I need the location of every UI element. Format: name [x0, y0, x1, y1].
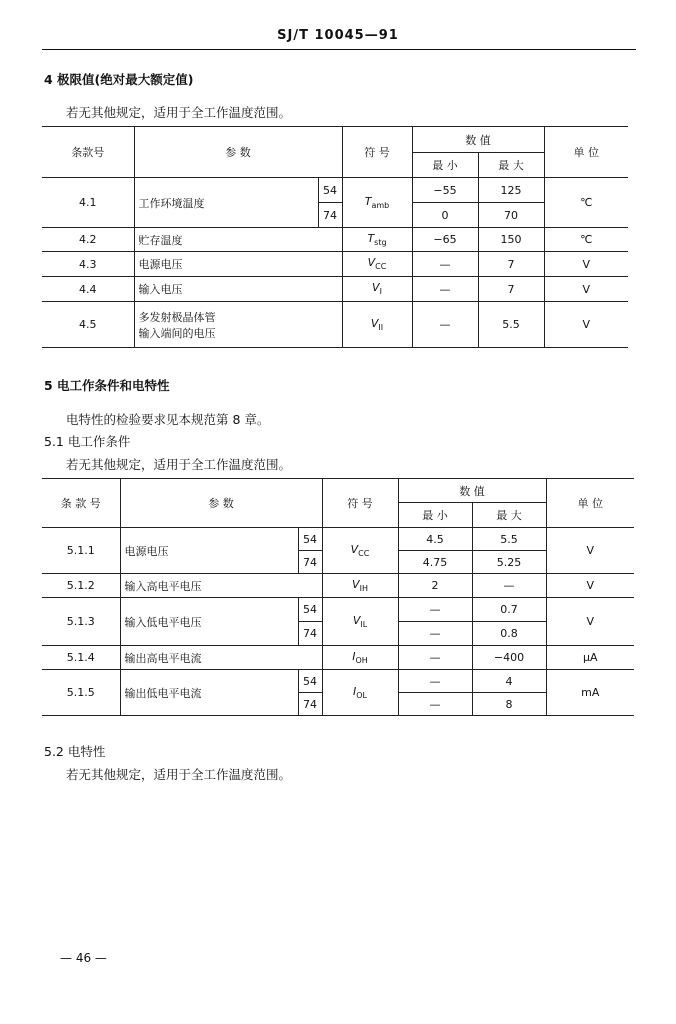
- symbol-cell: $V_{II}$: [342, 302, 412, 348]
- max-cell: 5.25: [472, 551, 546, 574]
- col-param: 参 数: [120, 479, 322, 528]
- col-clause: 条 款 号: [42, 479, 120, 528]
- min-cell: 0: [412, 203, 478, 228]
- unit-cell: V: [546, 528, 634, 574]
- param-cell: 工作环境温度: [134, 178, 318, 228]
- max-cell: 7: [478, 252, 544, 277]
- max-cell: 5.5: [472, 528, 546, 551]
- max-cell: —: [472, 574, 546, 598]
- clause-cell: 4.5: [42, 302, 134, 348]
- clause-cell: 4.1: [42, 178, 134, 228]
- max-cell: 7: [478, 277, 544, 302]
- table-row: [42, 252, 628, 277]
- operating-conditions-table: [42, 478, 634, 716]
- clause-cell: 4.2: [42, 228, 134, 252]
- min-cell: −65: [412, 228, 478, 252]
- max-cell: 4: [472, 670, 546, 693]
- param-cell: 电源电压: [134, 252, 342, 277]
- min-cell: 2: [398, 574, 472, 598]
- document-header: SJ/T 10045—91: [277, 28, 399, 43]
- limits-table: [42, 126, 628, 348]
- max-cell: 0.7: [472, 598, 546, 622]
- symbol-cell: $V_{CC}$: [342, 252, 412, 277]
- symbol-cell: $I_{OH}$: [322, 646, 398, 670]
- col-unit: 单 位: [546, 479, 634, 528]
- section-5-2-heading: 5.2 电特性: [44, 744, 106, 759]
- clause-cell: 5.1.5: [42, 670, 120, 716]
- param-cell: 贮存温度: [134, 228, 342, 252]
- max-cell: 8: [472, 693, 546, 716]
- section-5-intro: 电特性的检验要求见本规范第 8 章。: [66, 412, 270, 427]
- unit-cell: μA: [546, 646, 634, 670]
- max-cell: 70: [478, 203, 544, 228]
- min-cell: —: [398, 693, 472, 716]
- max-cell: 150: [478, 228, 544, 252]
- col-param: 参 数: [134, 127, 342, 178]
- param-cell: 输入高电平电压: [120, 574, 322, 598]
- max-cell: −400: [472, 646, 546, 670]
- unit-cell: V: [544, 277, 628, 302]
- clause-cell: 5.1.4: [42, 646, 120, 670]
- symbol-cell: $V_{IL}$: [322, 598, 398, 646]
- series-cell: 74: [298, 551, 322, 574]
- min-cell: —: [412, 277, 478, 302]
- symbol-cell: $V_{CC}$: [322, 528, 398, 574]
- table-row: [42, 302, 628, 348]
- min-cell: —: [398, 646, 472, 670]
- col-max: 最 大: [478, 153, 544, 178]
- unit-cell: V: [546, 598, 634, 646]
- min-cell: —: [398, 622, 472, 646]
- param-cell: 输入电压: [134, 277, 342, 302]
- min-cell: —: [412, 252, 478, 277]
- table-row: [42, 528, 634, 551]
- unit-cell: mA: [546, 670, 634, 716]
- min-cell: —: [412, 302, 478, 348]
- max-cell: 5.5: [478, 302, 544, 348]
- param-cell: 输入低电平电压: [120, 598, 298, 646]
- series-cell: 74: [318, 203, 342, 228]
- symbol-cell: $I_{OL}$: [322, 670, 398, 716]
- series-cell: 54: [298, 670, 322, 693]
- table-row: [42, 598, 634, 622]
- clause-cell: 4.3: [42, 252, 134, 277]
- col-value: 数 值: [398, 479, 546, 503]
- section-4-note: 若无其他规定，适用于全工作温度范围。: [66, 105, 292, 120]
- min-cell: −55: [412, 178, 478, 203]
- col-max: 最 大: [472, 503, 546, 528]
- unit-cell: V: [544, 302, 628, 348]
- symbol-cell: $V_{IH}$: [322, 574, 398, 598]
- col-min: 最 小: [398, 503, 472, 528]
- col-value: 数 值: [412, 127, 544, 153]
- series-cell: 54: [298, 528, 322, 551]
- table-row: [42, 670, 634, 693]
- min-cell: 4.75: [398, 551, 472, 574]
- min-cell: —: [398, 670, 472, 693]
- col-symbol: 符 号: [322, 479, 398, 528]
- series-cell: 74: [298, 622, 322, 646]
- table-row: [42, 228, 628, 252]
- symbol-cell: $V_I$: [342, 277, 412, 302]
- page-number: — 46 —: [60, 951, 107, 965]
- table-row: [42, 574, 634, 598]
- param-cell: 多发射极晶体管 输入端间的电压: [134, 302, 342, 348]
- series-cell: 74: [298, 693, 322, 716]
- col-symbol: 符 号: [342, 127, 412, 178]
- clause-cell: 5.1.2: [42, 574, 120, 598]
- section-5-1-note: 若无其他规定，适用于全工作温度范围。: [66, 457, 292, 472]
- unit-cell: ℃: [544, 178, 628, 228]
- max-cell: 0.8: [472, 622, 546, 646]
- col-clause: 条款号: [42, 127, 134, 178]
- min-cell: —: [398, 598, 472, 622]
- series-cell: 54: [298, 598, 322, 622]
- table-row: [42, 277, 628, 302]
- section-4-heading: 4 极限值(绝对最大额定值): [44, 72, 194, 87]
- section-5-1-heading: 5.1 电工作条件: [44, 434, 131, 449]
- clause-cell: 4.4: [42, 277, 134, 302]
- param-cell: 输出高电平电流: [120, 646, 322, 670]
- section-5-2-note: 若无其他规定，适用于全工作温度范围。: [66, 767, 292, 782]
- section-5-heading: 5 电工作条件和电特性: [44, 378, 170, 393]
- symbol-cell: $T_{amb}$: [342, 178, 412, 228]
- clause-cell: 5.1.1: [42, 528, 120, 574]
- unit-cell: V: [544, 252, 628, 277]
- symbol-cell: $T_{stg}$: [342, 228, 412, 252]
- col-min: 最 小: [412, 153, 478, 178]
- table-row: [42, 646, 634, 670]
- max-cell: 125: [478, 178, 544, 203]
- series-cell: 54: [318, 178, 342, 203]
- param-cell: 电源电压: [120, 528, 298, 574]
- min-cell: 4.5: [398, 528, 472, 551]
- unit-cell: ℃: [544, 228, 628, 252]
- param-cell: 输出低电平电流: [120, 670, 298, 716]
- table-row: [42, 178, 628, 203]
- header-rule: [42, 49, 636, 50]
- col-unit: 单 位: [544, 127, 628, 178]
- clause-cell: 5.1.3: [42, 598, 120, 646]
- unit-cell: V: [546, 574, 634, 598]
